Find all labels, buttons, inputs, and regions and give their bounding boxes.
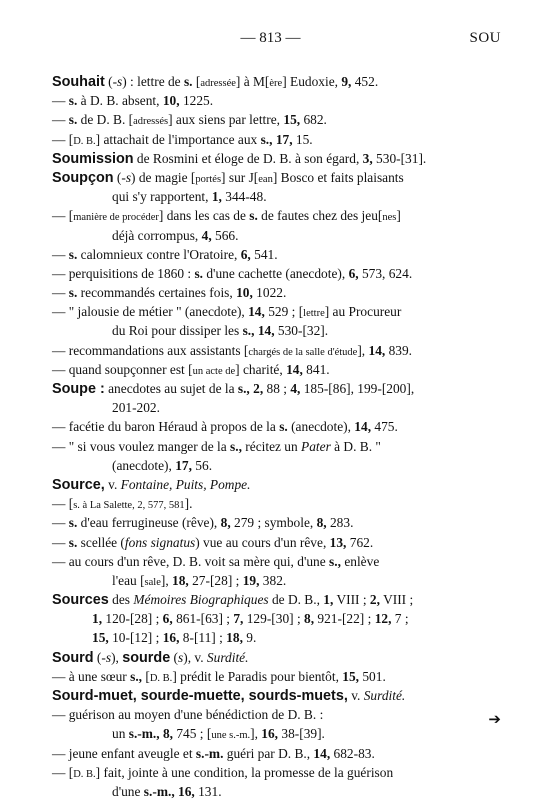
entry-text: lettre (303, 308, 325, 320)
index-line (52, 168, 492, 187)
entry-text: 861-[63] ; (172, 611, 234, 627)
entry-text: 4, (290, 381, 301, 396)
entry-text: 120-[28] ; (102, 611, 163, 627)
entry-text: l'eau [ (112, 572, 145, 588)
entry-text: s., 17, (260, 131, 293, 147)
entry-text: 16, (261, 726, 279, 742)
entry-text: 1, (92, 611, 103, 627)
entry-text: ] (396, 208, 401, 224)
entry-text: sale (144, 576, 161, 588)
entry-text: 10, (236, 285, 253, 301)
entry-text: recommandés certaines fois, (77, 285, 237, 301)
entry-text: 841. (302, 361, 330, 377)
entry-text: s. à La Salette, 2, 577, 581 (73, 500, 185, 512)
entry-text: déjà corrompus, (112, 227, 202, 243)
entry-text: s. (68, 285, 78, 301)
entry-text: s. (68, 93, 78, 109)
index-line (52, 110, 492, 129)
index-line (52, 341, 492, 360)
entry-headword: sourde (122, 649, 171, 666)
entry-text: ], (160, 572, 173, 588)
entry-text: ] prédit le Paradis pour bientôt, (172, 668, 343, 684)
entry-text: à D. B. absent, (77, 93, 163, 109)
entry-text: — perquisitions de 1860 : (52, 265, 195, 281)
entry-text: ( (93, 649, 102, 665)
index-line (52, 475, 492, 494)
entry-text: ( (104, 74, 113, 89)
index-line (52, 398, 492, 417)
entry-headword: Sources (52, 592, 109, 609)
entry-text: ] à M[ (235, 74, 270, 89)
index-line (52, 609, 492, 628)
entry-text: manière de procéder (73, 212, 159, 224)
entry-text: enlève (340, 553, 380, 569)
entry-text: — [ (52, 764, 74, 780)
entry-text: chargés de la salle d'étude (248, 346, 358, 358)
index-line (52, 283, 492, 302)
entry-text: 18, (172, 572, 189, 588)
index-line (52, 264, 492, 283)
entry-headword: Source, (52, 476, 105, 493)
entry-text: 12, (374, 611, 392, 627)
entry-text: — (52, 112, 69, 128)
entry-text: ] attachait de l'importance aux (95, 131, 261, 147)
entry-text: guéri par D. B., (223, 745, 314, 761)
entry-text: 14, (286, 361, 303, 377)
entry-text: fons signatus (124, 534, 196, 550)
entry-text: -s (121, 169, 132, 185)
entry-text: — jeune enfant aveugle et (52, 745, 196, 761)
entry-headword: Sourd-muet, sourde-muette, sourds-muets, (52, 688, 348, 704)
entry-text: nes (382, 212, 397, 224)
entry-text: 27-[28] ; (188, 572, 243, 588)
entry-text: — " jalousie de métier " (anecdote), (52, 304, 249, 320)
entry-text: — recommandations aux assistants [ (52, 342, 249, 358)
entry-text: s. (194, 265, 204, 281)
entry-text: 6, (162, 611, 173, 627)
entry-text: 7, (233, 611, 244, 627)
index-line (52, 302, 492, 321)
entry-text: -s (101, 649, 112, 665)
entry-text: ( (170, 649, 179, 665)
index-line (52, 245, 492, 264)
entry-text: ] au Procureur (324, 304, 402, 320)
entry-headword: Sourd (52, 649, 94, 666)
entry-text: 573, 624. (358, 265, 413, 281)
entry-text: 382. (259, 572, 287, 588)
index-line (52, 226, 492, 245)
entry-text: ] dans les cas de (158, 208, 250, 224)
index-line (52, 628, 492, 647)
entry-text: scellée ( (77, 534, 125, 550)
entry-text: 8-[11] ; (179, 630, 227, 646)
entry-text: s., 2, (237, 381, 264, 396)
entry-text: — guérison au moyen d'une bénédiction de D. B. : (52, 707, 324, 723)
entry-text: s. (68, 112, 78, 128)
entry-text: s. (279, 419, 288, 435)
entry-text: 762. (346, 534, 374, 550)
entry-text: 1, (323, 592, 334, 608)
entry-text: s. (68, 246, 78, 262)
entry-text: 17, (175, 457, 192, 473)
entry-text: 16, (162, 630, 180, 646)
entry-text: du Roi pour dissiper les (112, 323, 243, 339)
entry-text: s., (329, 553, 341, 569)
entry-text: 131. (194, 783, 222, 799)
index-line (52, 667, 492, 686)
index-line (52, 552, 492, 571)
entry-text: — quand soupçonner est [ (52, 361, 193, 377)
index-line (52, 379, 492, 398)
index-line (52, 782, 492, 801)
entry-text: 129-[30] ; (243, 611, 305, 627)
entry-text: s. (68, 534, 78, 550)
entry-text: 13, (329, 534, 347, 550)
entry-text: ), (111, 649, 123, 665)
entry-text: adressée (200, 78, 236, 89)
entry-text: ], (357, 342, 369, 358)
entry-text: D. B. (73, 768, 96, 780)
entry-text: un acte de (192, 365, 236, 377)
entry-text: 88 ; (263, 381, 291, 396)
entry-text: ] sur J[ (221, 169, 259, 185)
entry-text: d'eau ferrugineuse (rêve), (77, 515, 221, 531)
entry-text: qui s'y rapportent, (112, 189, 212, 205)
entry-text: anecdotes au sujet de la (104, 381, 238, 396)
entry-text: 1225. (179, 93, 214, 109)
entry-text: v. (104, 476, 121, 492)
entry-text: s. (183, 74, 193, 89)
index-line (52, 72, 492, 91)
entry-text: ] fait, jointe à une condition, la promesse de la guérison (95, 764, 394, 780)
entry-headword: Souhait (52, 74, 105, 90)
entry-text: à D. B. " (330, 438, 381, 454)
entry-text: 682. (300, 112, 327, 128)
entry-text: 7 ; (391, 611, 409, 627)
entry-text: ( (113, 169, 122, 185)
entry-text: calomnieux contre l'Oratoire, (77, 246, 241, 262)
entry-text: VIII ; (379, 592, 414, 608)
entry-text: s.-m., 8, (128, 726, 174, 742)
index-line (52, 648, 492, 667)
entry-text: 1022. (252, 285, 287, 301)
page-number: — 813 — (240, 30, 301, 46)
index-line (52, 533, 492, 552)
index-line (52, 417, 492, 436)
entry-text: 15, (283, 112, 301, 128)
entry-text: 501. (359, 668, 386, 684)
entry-text: 18, (226, 630, 243, 646)
entry-text: s. (68, 515, 78, 531)
entry-text: 8, (304, 611, 315, 627)
entry-text: — " si vous voulez manger de la (52, 438, 231, 454)
entry-text: 279 ; symbole, (230, 515, 317, 531)
entry-text: 14, (248, 304, 265, 320)
entry-text: s., (130, 668, 143, 684)
index-entries (52, 72, 492, 801)
entry-headword: Soupe : (52, 381, 105, 397)
index-line (52, 724, 492, 743)
arrow-right-icon: ➔ (488, 710, 501, 728)
entry-text: 452. (351, 74, 379, 89)
page-header (0, 30, 541, 50)
entry-text: ) de magie [ (131, 169, 196, 185)
entry-text: D. B. (73, 135, 96, 147)
entry-text: — (52, 534, 69, 550)
entry-text: 8, (220, 515, 231, 531)
index-line (52, 494, 492, 513)
entry-text: 8, (316, 515, 327, 531)
entry-text: 10-[12] ; (108, 630, 163, 646)
index-line (52, 321, 492, 340)
entry-text: 38-[39]. (278, 726, 325, 742)
index-line (52, 187, 492, 206)
index-line (52, 744, 492, 763)
entry-text: — à une sœur (52, 668, 131, 684)
entry-text: 1, (211, 189, 222, 205)
entry-text: 19, (242, 572, 260, 588)
entry-text: ean (258, 173, 273, 185)
index-line (52, 571, 492, 590)
entry-text: de D. B. [ (77, 112, 134, 128)
index-line (52, 763, 492, 782)
entry-text: s. (249, 208, 258, 224)
entry-text: ] Eudoxie, (282, 74, 342, 89)
index-line (52, 705, 492, 724)
entry-text: 15. (292, 131, 313, 147)
entry-text: ère (269, 78, 283, 89)
entry-text: s., (230, 438, 242, 454)
entry-text: ) vue au cours d'un rêve, (195, 534, 330, 550)
entry-text: [ (142, 668, 150, 684)
entry-text: — (52, 93, 69, 109)
entry-text: — [ (52, 496, 74, 512)
entry-text: 530-[32]. (274, 323, 329, 339)
entry-text: ) : lettre de (122, 74, 184, 89)
entry-text: — facétie du baron Héraud à propos de la (52, 419, 280, 435)
entry-text: 566. (211, 227, 239, 243)
entry-text: ), v. (183, 649, 207, 665)
entry-text: 15, (92, 630, 109, 646)
entry-text: — (52, 515, 69, 531)
entry-text: 185-[86], 199-[200], (300, 381, 415, 396)
entry-text: 10, (162, 93, 180, 109)
index-line (52, 590, 492, 609)
entry-text: (anecdote), (287, 419, 355, 435)
index-line (52, 456, 492, 475)
entry-text: (anecdote), (112, 457, 176, 473)
entry-text: 530-[31]. (372, 150, 427, 166)
entry-text: 541. (250, 246, 278, 262)
index-line (52, 149, 492, 168)
index-line (52, 513, 492, 532)
entry-text: 839. (385, 342, 413, 358)
entry-text: Surdité. (363, 688, 406, 703)
running-head: SOU (469, 30, 501, 46)
entry-text: d'une cachette (anecdote), (203, 265, 349, 281)
entry-text: adressés (133, 116, 169, 128)
index-line (52, 360, 492, 379)
entry-text: — au cours d'un rêve, D. B. voit sa mère qui, d'une (52, 553, 330, 569)
entry-text: s.-m. (195, 745, 224, 761)
index-line (52, 686, 492, 705)
entry-text: 475. (371, 419, 398, 435)
entry-text: ] Bosco et faits plaisants (272, 169, 404, 185)
entry-text: ]. (184, 496, 193, 512)
entry-text: D. B. (149, 672, 173, 684)
entry-text: portés (195, 173, 222, 185)
entry-text: 14, (313, 745, 331, 761)
entry-text: 6, (240, 246, 251, 262)
entry-text: 6, (348, 265, 359, 281)
entry-text: 14, (368, 342, 386, 358)
entry-text: 344-48. (221, 189, 267, 205)
entry-text: 14, (354, 419, 372, 435)
entry-text: — (52, 246, 69, 262)
entry-text: VIII ; (333, 592, 370, 608)
entry-text: Surdité. (206, 649, 249, 665)
entry-text: une s.-m. (211, 730, 251, 742)
entry-text: récitez un (241, 438, 302, 454)
entry-text: 682-83. (330, 745, 375, 761)
index-line (52, 206, 492, 225)
entry-text: d'une (112, 783, 144, 799)
entry-text: 283. (326, 515, 354, 531)
entry-text: [ (192, 74, 201, 89)
entry-text: ], (250, 726, 262, 742)
entry-text: 201-202. (112, 400, 160, 416)
entry-text: s.-m., 16, (143, 783, 195, 799)
entry-text: v. (347, 688, 364, 703)
entry-text: s (178, 649, 184, 665)
entry-headword: Soumission (52, 150, 134, 167)
entry-text: 4, (201, 227, 212, 243)
index-line (52, 130, 492, 149)
entry-text: de D. B., (268, 592, 324, 608)
entry-text: Pater (301, 438, 331, 454)
entry-text: de fautes chez des jeu[ (257, 208, 383, 224)
entry-text: — [ (52, 131, 74, 147)
entry-text: Fontaine, Puits, Pompe. (120, 476, 251, 492)
index-line (52, 437, 492, 456)
entry-headword: Soupçon (52, 169, 114, 186)
entry-text: 2, (369, 592, 380, 608)
entry-text: 9. (242, 630, 257, 646)
entry-text: des (108, 592, 134, 608)
entry-text: s., 14, (242, 323, 275, 339)
entry-text: 9, (341, 74, 352, 89)
entry-text: — [ (52, 208, 74, 224)
index-line (52, 91, 492, 110)
entry-text: de Rosmini et éloge de D. B. à son égard, (133, 150, 363, 166)
entry-text: 56. (191, 457, 213, 473)
entry-text: 921-[22] ; (314, 611, 375, 627)
entry-text: un (112, 726, 129, 742)
entry-text: ] aux siens par lettre, (168, 112, 284, 128)
entry-text: — (52, 285, 69, 301)
entry-text: 529 ; [ (264, 304, 304, 320)
entry-text: ] charité, (235, 361, 287, 377)
entry-text: 15, (342, 668, 360, 684)
entry-text: -s (112, 74, 123, 89)
entry-text: 3, (362, 150, 373, 166)
entry-text: 745 ; [ (173, 726, 212, 742)
entry-text: Mémoires Biographiques (133, 592, 269, 608)
